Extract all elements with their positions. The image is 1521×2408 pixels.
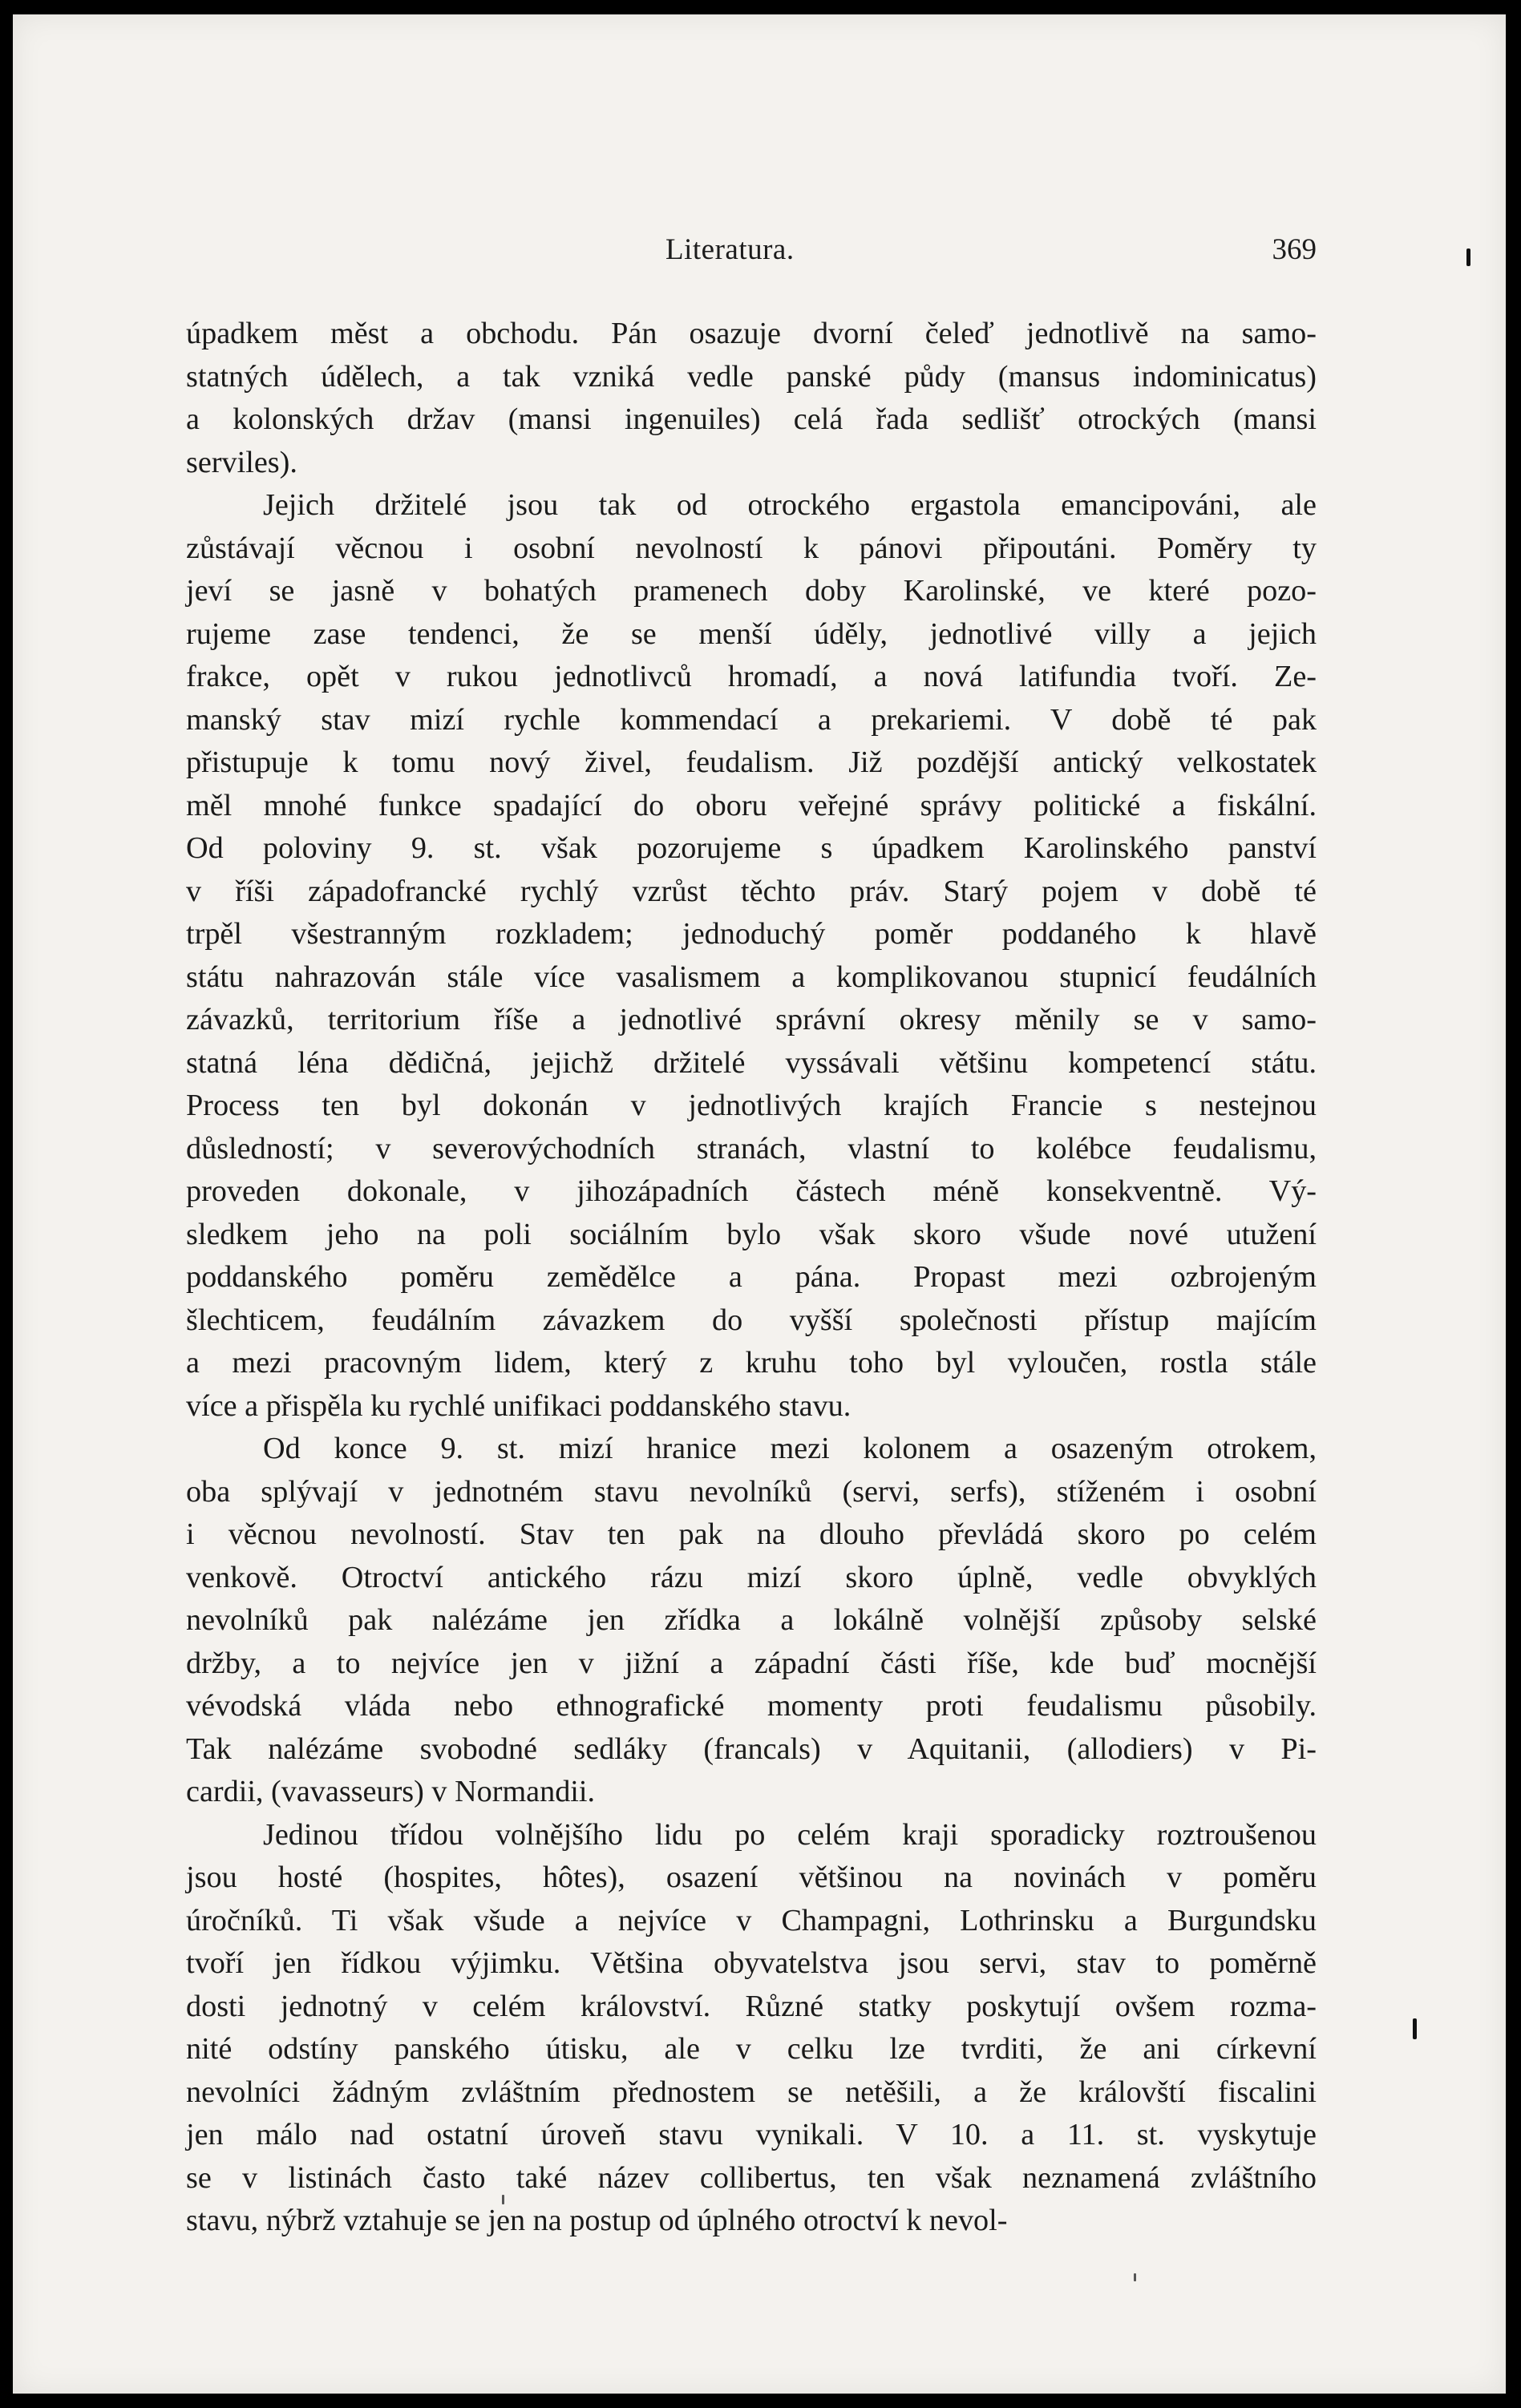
body-text xyxy=(186,313,1317,2243)
text-line: Od poloviny 9. st. však pozorujeme s úpadkem Karolinského panství xyxy=(186,831,1317,865)
text-line: dosti jednotný v celém království. Různé statky poskytují ovšem rozma- xyxy=(186,1989,1317,2023)
text-line: poddanského poměru zemědělce a pána. Propast mezi ozbrojeným xyxy=(186,1260,1317,1294)
text-line: státu nahrazován stále více vasalismem a komplikovanou stupnicí feudálních xyxy=(186,960,1317,994)
paper-speck xyxy=(1134,2273,1136,2281)
text-line: nité odstíny panského útisku, ale v celku lze tvrditi, že ani církevní xyxy=(186,2032,1317,2066)
text-line: stavu, nýbrž vztahuje se jen na postup od úplného otroctví k nevol- xyxy=(186,2204,1008,2237)
text-line: nevolníků pak nalézáme jen zřídka a lokálně volnější způsoby selské xyxy=(186,1603,1317,1637)
page-header xyxy=(186,232,1341,281)
text-line: tvoří jen řídkou výjimku. Většina obyvatelstva jsou servi, stav to poměrně xyxy=(186,1946,1317,1980)
text-line: a kolonských držav (mansi ingenuiles) celá řada sedlišť otrockých (mansi xyxy=(186,402,1317,436)
text-line: závazků, territorium říše a jednotlivé správní okresy měnily se v samo- xyxy=(186,1003,1317,1036)
text-line: sledkem jeho na poli sociálním bylo však skoro všude nové utužení xyxy=(186,1217,1317,1251)
text-line: statná léna dědičná, jejichž držitelé vyssávali většinu kompetencí státu. xyxy=(186,1045,1317,1080)
text-line: manský stav mizí rychle kommendací a prekariemi. V době té pak xyxy=(186,702,1317,737)
text-line: jen málo nad ostatní úroveň stavu vynikali. V 10. a 11. st. vyskytuje xyxy=(186,2118,1317,2151)
text-line: Tak nalézáme svobodné sedláky (francals) v Aquitanii, (allodiers) v Pi- xyxy=(186,1731,1317,1766)
text-line: přistupuje k tomu nový živel, feudalism. Již pozdější antický velkostatek xyxy=(186,745,1317,779)
text-line: Jejich držitelé jsou tak od otrockého ergastola emancipováni, ale xyxy=(263,488,1317,522)
text-line: jsou hosté (hospites, hôtes), osazení většinou na novinách v poměru xyxy=(186,1861,1317,1894)
text-line: úročníků. Ti však všude a nejvíce v Champagni, Lothrinsku a Burgundsku xyxy=(186,1903,1317,1937)
text-line: Process ten byl dokonán v jednotlivých krajích Francie s nestejnou xyxy=(186,1089,1317,1122)
text-line: i věcnou nevolností. Stav ten pak na dlouho převládá skoro po celém xyxy=(186,1517,1317,1551)
text-line: zůstávají věcnou i osobní nevolností k pánovi připoutáni. Poměry ty xyxy=(186,531,1317,565)
margin-mark xyxy=(1466,248,1470,266)
text-line: v říši západofrancké rychlý vzrůst těchto práv. Starý pojem v době té xyxy=(186,874,1317,908)
text-line: úpadkem měst a obchodu. Pán osazuje dvorní čeleď jednotlivě na samo- xyxy=(186,317,1317,350)
text-line: proveden dokonale, v jihozápadních částech méně konsekventně. Vý- xyxy=(186,1174,1317,1208)
text-line: důsledností; v severovýchodních stranách, vlastní to kolébce feudalismu, xyxy=(186,1131,1317,1166)
text-line: jeví se jasně v bohatých pramenech doby Karolinské, ve které pozo- xyxy=(186,574,1317,608)
text-line: vévodská vláda nebo ethnografické momenty proti feudalismu působily. xyxy=(186,1689,1317,1723)
text-line: a mezi pracovným lidem, který z kruhu toho byl vyloučen, rostla stále xyxy=(186,1346,1317,1380)
text-line: Jedinou třídou volnějšího lidu po celém kraji sporadicky roztroušenou xyxy=(263,1817,1317,1852)
page-number: 369 xyxy=(1272,233,1317,266)
text-line: více a přispěla ku rychlé unifikaci poddanského stavu. xyxy=(186,1388,852,1423)
text-line: oba splývají v jednotném stavu nevolníků (servi, serfs), stíženém i osobní xyxy=(186,1474,1317,1509)
text-line: trpěl všestranným rozkladem; jednoduchý poměr poddaného k hlavě xyxy=(186,917,1317,951)
running-head: Literatura. xyxy=(665,233,795,266)
text-line: serviles). xyxy=(186,445,297,479)
text-line: Od konce 9. st. mizí hranice mezi kolonem a osazeným otrokem, xyxy=(263,1432,1317,1465)
text-line: frakce, opět v rukou jednotlivců hromadí, a nová latifundia tvoří. Ze- xyxy=(186,660,1317,693)
margin-mark xyxy=(1413,2018,1417,2039)
text-line: nevolníci žádným zvláštním přednostem se netěšili, a že královští fiscalini xyxy=(186,2075,1317,2109)
text-line: venkově. Otroctví antického rázu mizí skoro úplně, vedle obvyklých xyxy=(186,1560,1317,1594)
text-line: statných údělech, a tak vzniká vedle panské půdy (mansus indominicatus) xyxy=(186,359,1317,394)
text-line: měl mnohé funkce spadající do oboru veřejné správy politické a fiskální. xyxy=(186,788,1317,822)
text-line: držby, a to nejvíce jen v jižní a západní části říše, kde buď mocnější xyxy=(186,1646,1317,1680)
text-line: cardii, (vavasseurs) v Normandii. xyxy=(186,1775,596,1808)
text-line: šlechticem, feudálním závazkem do vyšší společnosti přístup majícím xyxy=(186,1303,1317,1337)
text-line: rujeme zase tendenci, že se menší úděly, jednotlivé villy a jejich xyxy=(186,616,1317,651)
text-line: se v listinách často také název collibertus, ten však neznamená zvláštního xyxy=(186,2160,1317,2195)
